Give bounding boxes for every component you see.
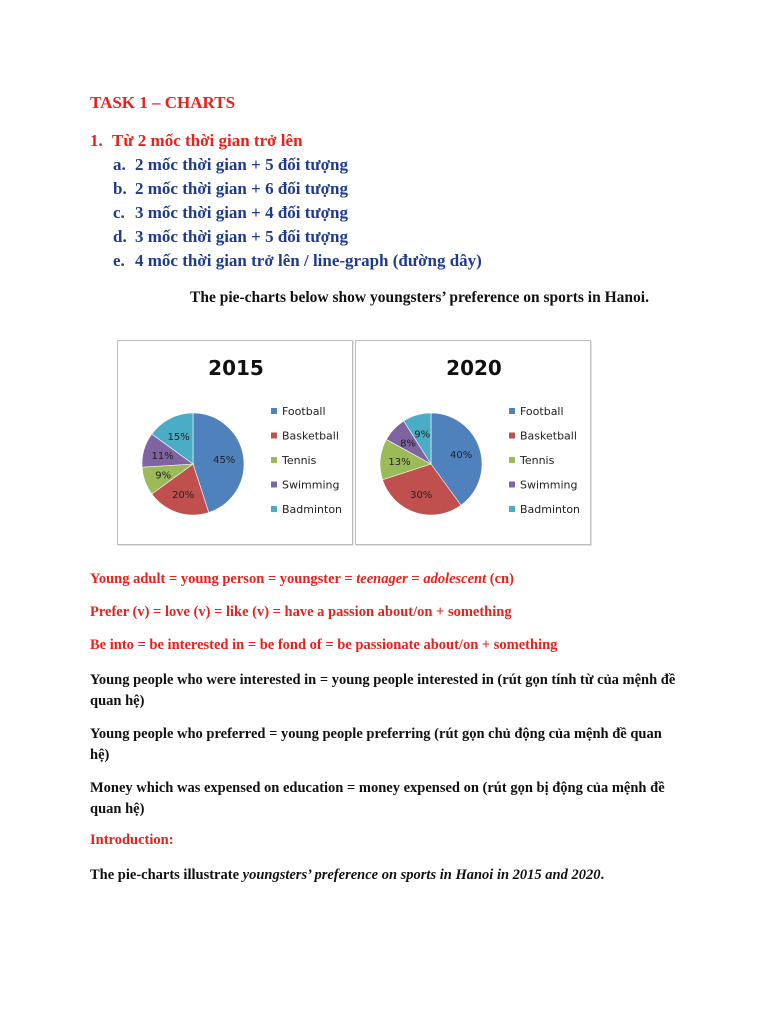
legend-swatch-basketball bbox=[509, 433, 515, 439]
vocab-text: (cn) bbox=[486, 571, 514, 587]
list-number: 1. bbox=[90, 131, 103, 150]
intro-text: The pie-charts illustrate bbox=[90, 867, 243, 883]
list-item-1 bbox=[90, 131, 303, 151]
sub-item-text: 3 mốc thời gian + 5 đối tượng bbox=[135, 227, 348, 246]
data-label-badminton: 15% bbox=[167, 431, 190, 443]
sub-item-letter: b. bbox=[113, 179, 127, 198]
data-label-swimming: 8% bbox=[400, 438, 416, 450]
pie-chart-2020 bbox=[355, 340, 591, 545]
sub-item-text: 3 mốc thời gian + 4 đối tượng bbox=[135, 203, 348, 222]
sub-item-letter: c. bbox=[113, 203, 125, 222]
data-label-swimming: 11% bbox=[151, 451, 174, 463]
legend-swatch-football bbox=[271, 408, 277, 414]
legend-swatch-tennis bbox=[271, 457, 277, 463]
data-label-football: 40% bbox=[449, 450, 473, 462]
sub-item-letter: e. bbox=[113, 251, 125, 270]
legend-swatch-badminton bbox=[271, 506, 277, 512]
sub-item-text: 4 mốc thời gian trở lên / line-graph (đường dây) bbox=[135, 251, 482, 270]
pie-chart-2020-svg bbox=[356, 341, 592, 546]
legend-swatch-basketball bbox=[271, 433, 277, 439]
legend-swatch-swimming bbox=[271, 482, 277, 488]
vocab-line-3: Be into = be interested in = be fond of = be passionate about/on + something bbox=[90, 637, 558, 653]
intro-text: . bbox=[600, 867, 605, 883]
sub-item-text: 2 mốc thời gian + 6 đối tượng bbox=[135, 179, 348, 198]
legend-label-badminton: Badminton bbox=[282, 503, 343, 516]
pie-chart-2015-svg bbox=[118, 341, 354, 546]
data-label-basketball: 30% bbox=[410, 490, 433, 502]
legend-label-badminton: Badminton bbox=[520, 503, 581, 516]
sub-item-c bbox=[113, 203, 348, 223]
chart-title: 2015 bbox=[208, 356, 264, 380]
legend-label-swimming: Swimming bbox=[520, 478, 578, 492]
note-paragraph-1: Young people who were interested in = young people interested in (rút gọn tính từ của mệnh đề quan hệ) bbox=[90, 672, 676, 709]
vocab-line-2: Prefer (v) = love (v) = like (v) = have a passion about/on + something bbox=[90, 604, 512, 620]
data-label-tennis: 13% bbox=[388, 457, 411, 468]
note-paragraph-3: Money which was expensed on education = money expensed on (rút gọn bị động của mệnh đề quan hệ) bbox=[90, 780, 665, 817]
legend-label-basketball: Basketball bbox=[520, 429, 577, 443]
task-title: TASK 1 – CHARTS bbox=[90, 93, 236, 112]
legend-label-swimming: Swimming bbox=[282, 478, 340, 492]
data-label-basketball: 20% bbox=[172, 490, 195, 502]
legend-swatch-tennis bbox=[509, 457, 515, 463]
data-label-football: 45% bbox=[213, 455, 236, 467]
vocab-italic: adolescent bbox=[423, 571, 487, 587]
sub-item-text: 2 mốc thời gian + 5 đối tượng bbox=[135, 155, 348, 174]
legend-swatch-swimming bbox=[509, 482, 515, 488]
chart-title: 2020 bbox=[446, 356, 502, 380]
sub-item-letter: a. bbox=[113, 155, 126, 174]
note-paragraph-2: Young people who preferred = young people preferring (rút gọn chủ động của mệnh đề quan hệ) bbox=[90, 726, 662, 763]
legend-label-basketball: Basketball bbox=[282, 429, 339, 443]
sub-item-a bbox=[113, 155, 348, 175]
introduction-heading: Introduction: bbox=[90, 832, 174, 848]
sub-item-b bbox=[113, 179, 348, 199]
legend-label-football: Football bbox=[282, 405, 326, 418]
data-label-badminton: 9% bbox=[414, 429, 431, 441]
intro-italic: youngsters’ preference on sports in Hanoi in 2015 and 2020 bbox=[242, 867, 601, 883]
vocab-line-1 bbox=[90, 571, 514, 588]
introduction-paragraph bbox=[90, 865, 680, 886]
legend-swatch-badminton bbox=[509, 506, 515, 512]
list-item-text: Từ 2 mốc thời gian trở lên bbox=[112, 131, 303, 150]
vocab-text: Young adult = young person = youngster = bbox=[90, 571, 357, 587]
vocab-text: = bbox=[407, 571, 424, 587]
chart-caption: The pie-charts below show youngsters’ preference on sports in Hanoi. bbox=[190, 289, 649, 306]
sub-item-letter: d. bbox=[113, 227, 127, 246]
legend-label-tennis: Tennis bbox=[520, 454, 555, 467]
data-label-tennis: 9% bbox=[155, 470, 172, 482]
sub-item-e bbox=[113, 251, 482, 271]
sub-item-d bbox=[113, 227, 348, 247]
pie-chart-2015 bbox=[117, 340, 353, 545]
legend-label-tennis: Tennis bbox=[282, 454, 317, 467]
vocab-italic: teenager bbox=[356, 571, 408, 587]
legend-swatch-football bbox=[509, 408, 515, 414]
legend-label-football: Football bbox=[520, 405, 564, 418]
